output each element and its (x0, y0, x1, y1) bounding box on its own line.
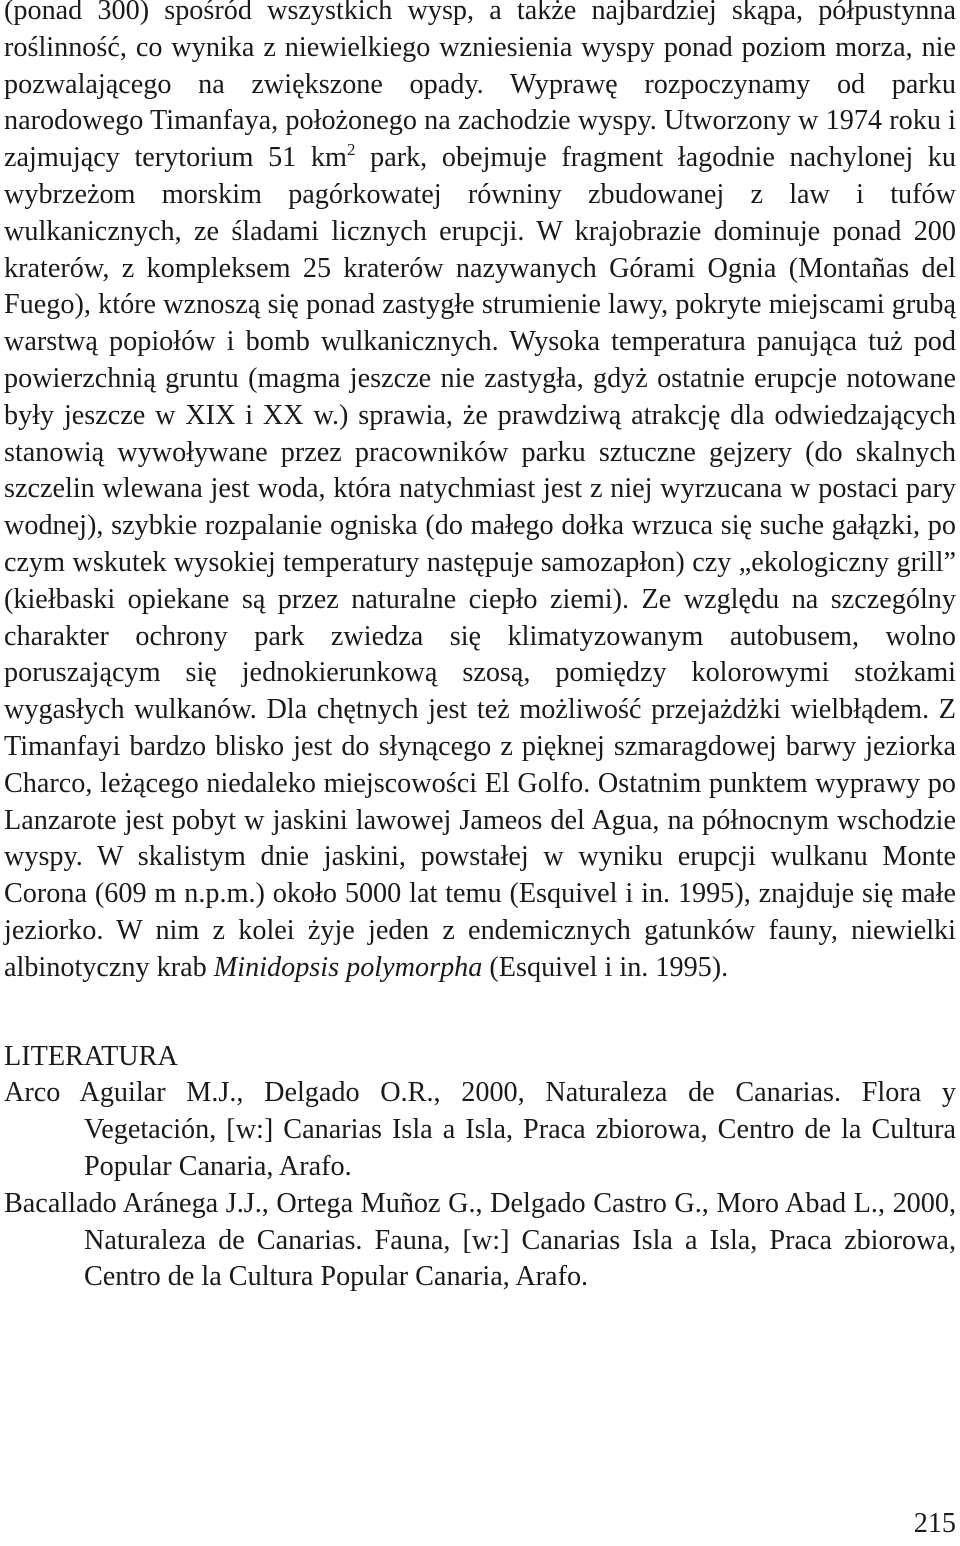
species-name: Minidopsis polymorpha (213, 951, 483, 983)
body-text-part-1: (ponad 300) spośród wszystkich wysp, a także najbardziej skąpa, półpustynna roślinność, co wynika z niewielkiego wzniesienia wyspy ponad poziom morza, nie pozwalającego na zwiększone opady. Wyprawę rozpoczynamy od parku narodowego Timanfaya, położonego na zachodzie wyspy. Utworzony w 1974 roku i zajmujący terytorium 51 km (4, 0, 956, 174)
page-number: 215 (913, 1508, 956, 1539)
reference-item: Arco Aguilar M.J., Delgado O.R., 2000, Naturaleza de Canarias. Flora y Vegetación, [w:] Canarias Isla a Isla, Praca zbiorowa, Centro de la Cultura Popular Canaria, Arafo. (4, 1077, 956, 1182)
reference-item: Bacallado Aránega J.J., Ortega Muñoz G., Delgado Castro G., Moro Abad L., 2000, Naturaleza de Canarias. Fauna, [w:] Canarias Isla a Isla, Praca zbiorowa, Centro de la Cultura Popular Canaria, Arafo. (4, 1187, 956, 1293)
body-text-part-2: park, obejmuje fragment łagodnie nachylonej ku wybrzeżom morskim pagórkowatej równiny zbudowanej z law i tufów wulkanicznych, ze śladami licznych erupcji. W krajobrazie dominuje ponad 200 kraterów, z kompleksem 25 kraterów nazywanych Górami Ognia (Montañas del Fuego), które wznoszą się ponad zastygłe strumienie lawy, pokryte miejscami grubą warstwą popiołów i bomb wulkanicznych. Wysoka temperatura panująca tuż pod powierzchnią gruntu (magma jeszcze nie zastygła, gdyż ostatnie erupcje notowane były jeszcze w XIX i XX w.) sprawia, że prawdziwą atrakcję dla odwiedzających stanowią wywoływane przez pracowników parku sztuczne gejzery (do skalnych szczelin wlewana jest woda, która natychmiast jest z niej wyrzucana w postaci pary wodnej), szybkie rozpalanie ogniska (do małego dołka wrzuca się suche gałązki, po czym wskutek wysokiej temperatury następuje samozapłon) czy „ekologiczny grill” (kiełbaski opiekane są przez naturalne ciepło ziemi). Ze względu na szczególny charakter ochrony park zwiedza się klimatyzowanym autobusem, wolno poruszającym się jednokierunkową szosą, pomiędzy kolorowymi stożkami wygasłych wulkanów. Dla chętnych jest też możliwość przejażdżki wielbłądem. Z Timanfayi bardzo blisko jest do słynącego z pięknej szmaragdowej barwy jeziorka Charco, leżącego niedaleko miejscowości El Golfo. Ostatnim punktem wyprawy po Lanzarote jest pobyt w jaskini lawowej Jameos del Agua, na północnym wschodzie wyspy. W skalistym dnie jaskini, powstałej w wyniku erupcji wulkanu Monte Corona (609 m n.p.m.) około 5000 lat temu (Esquivel i in. 1995), znajduje się małe jeziorko. W nim z kolei żyje jeden z endemicznych gatunków fauny, niewielki albinotyczny krab (4, 142, 956, 983)
page-content (4, 0, 956, 1296)
body-text-part-3: (Esquivel i in. 1995). (482, 951, 729, 983)
literature-heading: LITERATURA (4, 1040, 178, 1072)
body-paragraph (4, 0, 956, 987)
superscript-2: 2 (346, 140, 356, 160)
reference-list (4, 1075, 956, 1296)
